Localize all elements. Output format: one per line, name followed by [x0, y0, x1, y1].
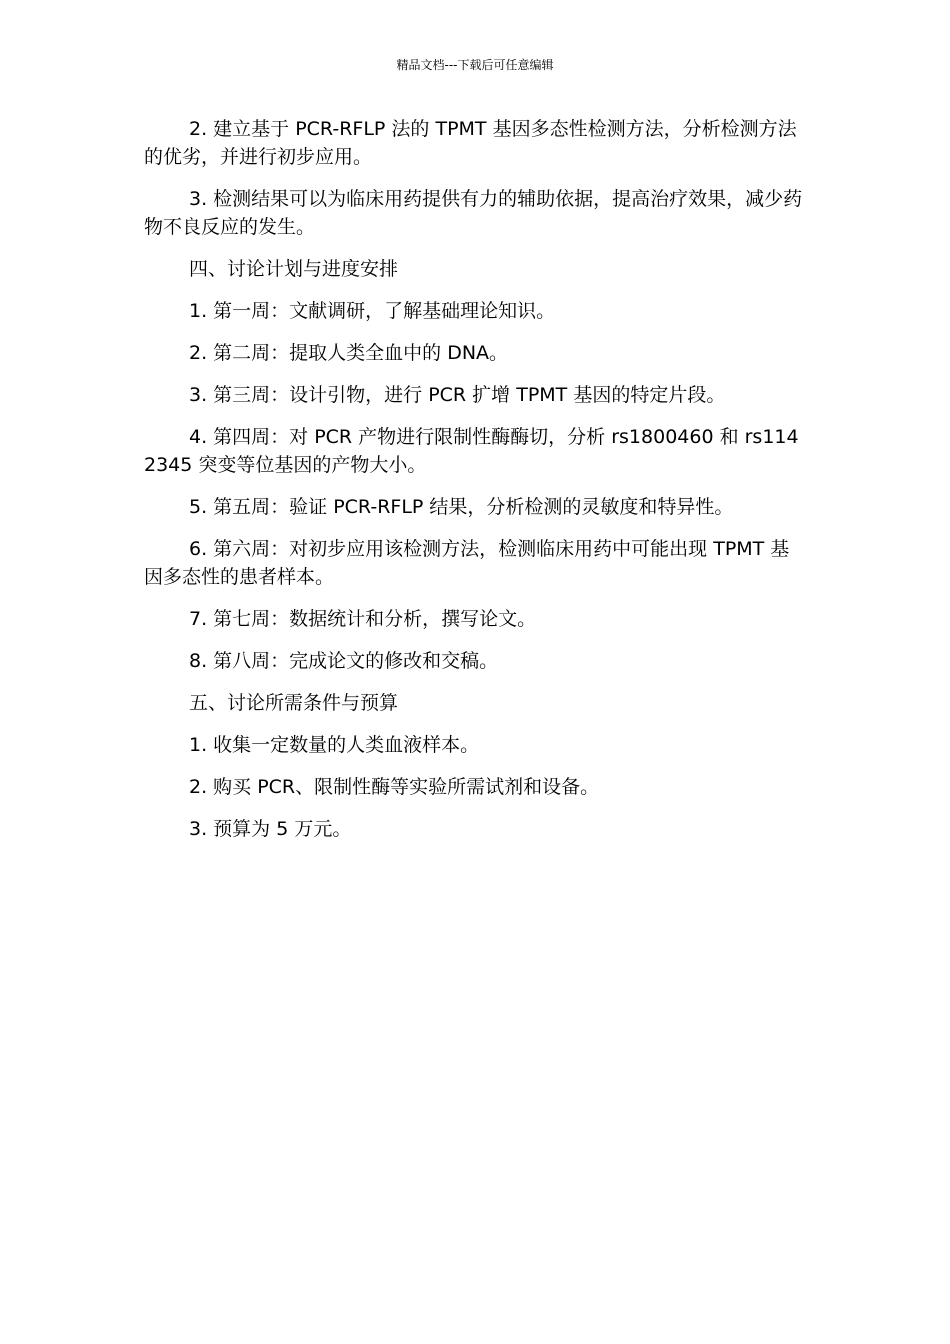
- requirement-item-3: 3. 预算为 5 万元。: [189, 818, 352, 840]
- schedule-week-3: 3. 第三周：设计引物，进行 PCR 扩增 TPMT 基因的特定片段。: [189, 384, 726, 406]
- document-body: [144, 115, 806, 857]
- paragraph-objective-2: 2. 建立基于 PCR-RFLP 法的 TPMT 基因多态性检测方法，分析检测方法的优劣，并进行初步应用。: [144, 118, 797, 168]
- page-header-note: 精品文档---下载后可任意编辑: [396, 58, 554, 72]
- schedule-week-5: 5. 第五周：验证 PCR-RFLP 结果，分析检测的灵敏度和特异性。: [189, 496, 734, 518]
- schedule-week-8: 8. 第八周：完成论文的修改和交稿。: [189, 650, 499, 672]
- requirement-item-2: 2. 购买 PCR、限制性酶等实验所需试剂和设备。: [189, 776, 600, 798]
- schedule-week-7: 7. 第七周：数据统计和分析，撰写论文。: [189, 608, 537, 630]
- section-heading-schedule: 四、讨论计划与进度安排: [189, 258, 399, 280]
- paragraph-objective-3: 3. 检测结果可以为临床用药提供有力的辅助依据，提高治疗效果，减少药物不良反应的发生。: [144, 188, 803, 238]
- schedule-week-6: 6. 第六周：对初步应用该检测方法，检测临床用药中可能出现 TPMT 基因多态性的患者样本。: [144, 538, 790, 588]
- section-heading-requirements: 五、讨论所需条件与预算: [189, 692, 399, 714]
- schedule-week-2: 2. 第二周：提取人类全血中的 DNA。: [189, 342, 509, 364]
- schedule-week-1: 1. 第一周：文献调研，了解基础理论知识。: [189, 300, 556, 322]
- schedule-week-4: 4. 第四周：对 PCR 产物进行限制性酶酶切，分析 rs1800460 和 rs1142345 突变等位基因的产物大小。: [144, 426, 799, 476]
- requirement-item-1: 1. 收集一定数量的人类血液样本。: [189, 734, 480, 756]
